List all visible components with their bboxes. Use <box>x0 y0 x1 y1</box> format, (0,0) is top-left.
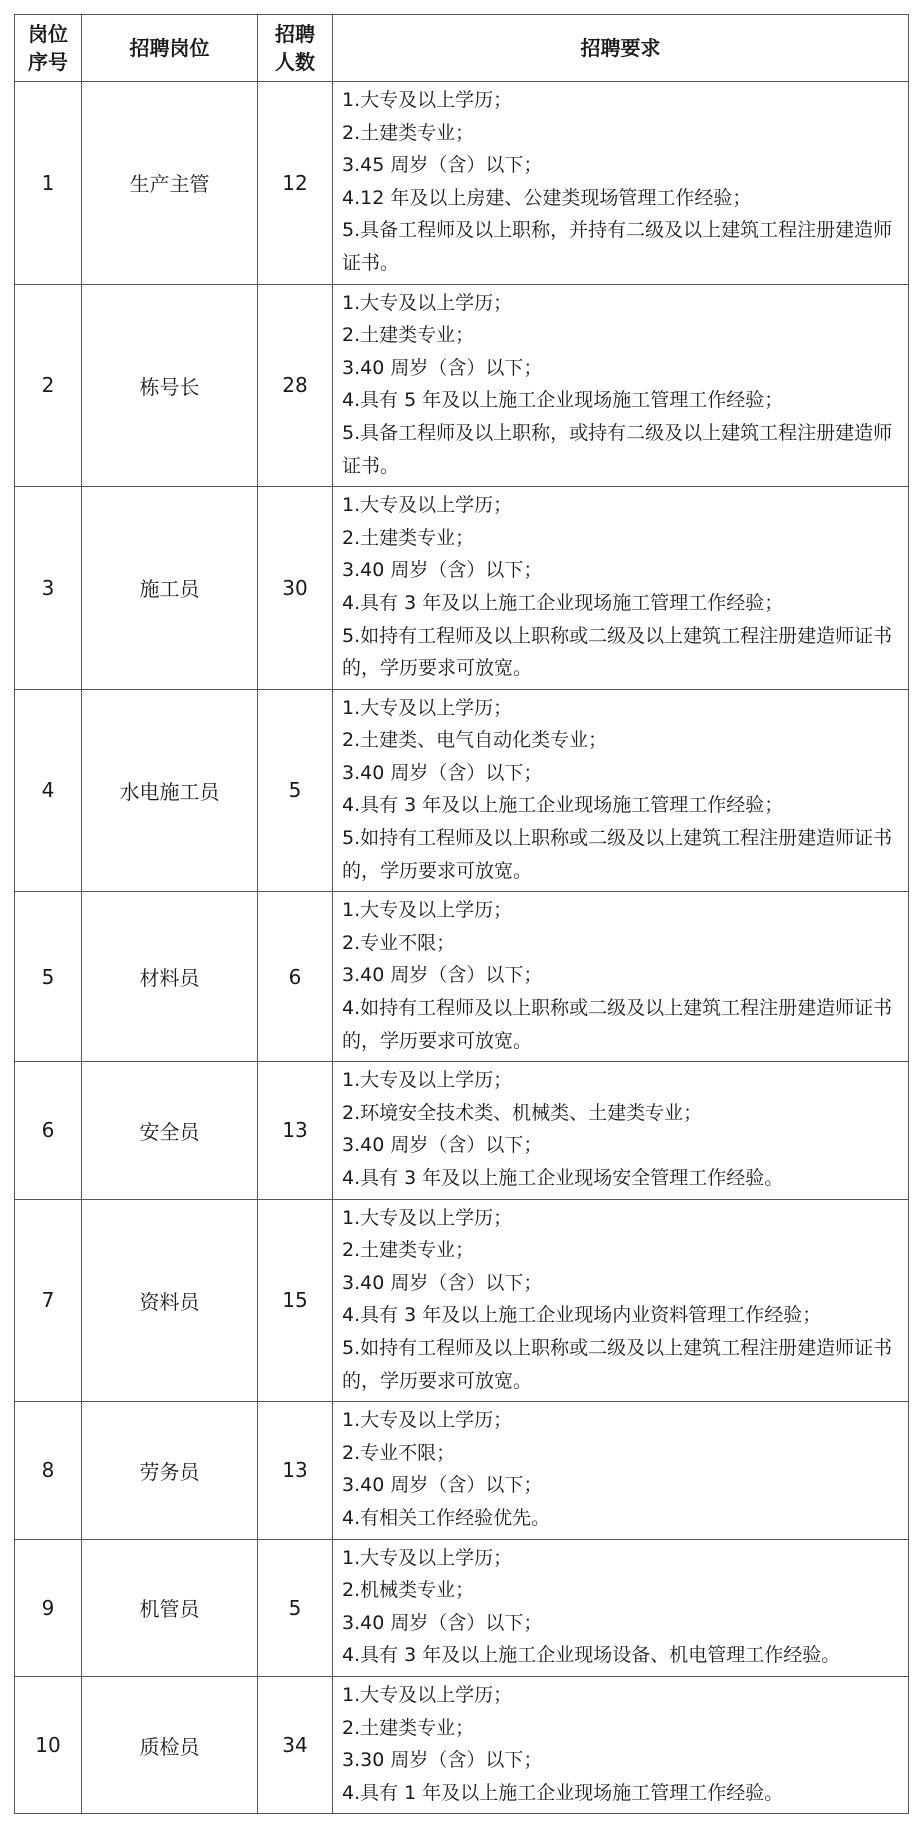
requirement-item: 3.40 周岁（含）以下； <box>342 1474 543 1497</box>
header-headcount-line-2: 人数 <box>275 50 315 74</box>
requirement-item: 5.如持有工程师及以上职称或二级及以上建筑工程注册建造师证书的，学历要求可放宽。 <box>342 1336 893 1392</box>
position-title: 资料员 <box>82 1199 258 1402</box>
table-row <box>15 487 909 690</box>
requirements-cell <box>333 892 909 1062</box>
requirement-item: 2.土建类专业； <box>342 1239 475 1262</box>
requirement-item: 1.大专及以上学历； <box>342 1409 513 1432</box>
headcount: 5 <box>258 1539 333 1676</box>
requirement-item: 2.环境安全技术类、机械类、土建类专业； <box>342 1101 703 1124</box>
requirement-item: 5.如持有工程师及以上职称或二级及以上建筑工程注册建造师证书的，学历要求可放宽。 <box>342 827 893 882</box>
requirements-cell <box>333 82 909 285</box>
table-row <box>15 284 909 487</box>
headcount: 30 <box>258 487 333 690</box>
headcount: 12 <box>258 82 333 285</box>
position-number: 9 <box>15 1539 82 1676</box>
requirement-item: 3.40 周岁（含）以下； <box>342 559 543 582</box>
requirement-item: 2.机械类专业； <box>342 1579 475 1602</box>
headcount: 5 <box>258 689 333 892</box>
requirement-item: 5.如持有工程师及以上职称或二级及以上建筑工程注册建造师证书的，学历要求可放宽。 <box>342 624 893 680</box>
requirement-item: 3.45 周岁（含）以下； <box>342 154 543 177</box>
requirement-item: 2.专业不限； <box>342 931 456 954</box>
requirement-item: 4.具有 3 年及以上施工企业现场内业资料管理工作经验； <box>342 1304 822 1327</box>
requirement-item: 1.大专及以上学历； <box>342 1069 513 1092</box>
requirement-item: 5.具备工程师及以上职称，并持有二级及以上建筑工程注册建造师证书。 <box>342 219 893 274</box>
position-title: 机管员 <box>82 1539 258 1676</box>
requirement-item: 1.大专及以上学历； <box>342 1683 513 1706</box>
requirement-item: 3.30 周岁（含）以下； <box>342 1749 543 1772</box>
requirement-item: 4.具有 3 年及以上施工企业现场施工管理工作经验； <box>342 591 784 614</box>
position-title: 材料员 <box>82 892 258 1062</box>
table-row <box>15 1402 909 1539</box>
requirements-cell <box>333 487 909 690</box>
position-number: 1 <box>15 82 82 285</box>
table-header <box>15 15 909 82</box>
requirement-item: 1.大专及以上学历； <box>342 291 513 314</box>
requirement-item: 2.土建类、电气自动化类专业； <box>342 729 608 752</box>
headcount: 15 <box>258 1199 333 1402</box>
header-requirements: 招聘要求 <box>333 15 909 82</box>
table-row <box>15 1676 909 1813</box>
header-position-title: 招聘岗位 <box>82 15 258 82</box>
requirements-cell <box>333 1539 909 1676</box>
headcount: 28 <box>258 284 333 487</box>
requirement-item: 2.土建类专业； <box>342 1716 475 1739</box>
table-row <box>15 1199 909 1402</box>
requirement-item: 3.40 周岁（含）以下； <box>342 1134 543 1157</box>
requirements-cell <box>333 1402 909 1539</box>
requirement-item: 4.具有 3 年及以上施工企业现场施工管理工作经验； <box>342 794 784 817</box>
requirements-cell <box>333 689 909 892</box>
table-row <box>15 1062 909 1199</box>
position-number: 2 <box>15 284 82 487</box>
requirements-cell <box>333 1199 909 1402</box>
table-row <box>15 1539 909 1676</box>
header-headcount <box>258 15 333 82</box>
requirement-item: 4.有相关工作经验优先。 <box>342 1506 551 1529</box>
header-position-number-line-1: 岗位 <box>28 22 68 46</box>
requirement-item: 2.土建类专业； <box>342 121 475 144</box>
requirement-item: 1.大专及以上学历； <box>342 899 513 922</box>
requirements-cell <box>333 1062 909 1199</box>
position-title: 生产主管 <box>82 82 258 285</box>
position-title: 劳务员 <box>82 1402 258 1539</box>
position-number: 5 <box>15 892 82 1062</box>
requirement-item: 2.土建类专业； <box>342 526 475 549</box>
requirement-item: 4.具有 3 年及以上施工企业现场设备、机电管理工作经验。 <box>342 1644 841 1667</box>
requirement-item: 5.具备工程师及以上职称，或持有二级及以上建筑工程注册建造师证书。 <box>342 421 893 477</box>
requirement-item: 1.大专及以上学历； <box>342 89 513 111</box>
requirement-item: 4.具有 5 年及以上施工企业现场施工管理工作经验； <box>342 389 784 412</box>
requirement-item: 1.大专及以上学历； <box>342 494 513 517</box>
requirement-item: 3.40 周岁（含）以下； <box>342 1611 543 1634</box>
header-position-number <box>15 15 82 82</box>
headcount: 6 <box>258 892 333 1062</box>
position-number: 10 <box>15 1676 82 1813</box>
recruitment-table <box>14 14 909 1814</box>
requirement-item: 2.专业不限； <box>342 1441 456 1464</box>
requirement-item: 4.具有 1 年及以上施工企业现场施工管理工作经验。 <box>342 1781 784 1804</box>
header-headcount-line-1: 招聘 <box>275 22 315 46</box>
requirement-item: 1.大专及以上学历； <box>342 696 513 719</box>
requirement-item: 2.土建类专业； <box>342 324 475 347</box>
requirement-item: 3.40 周岁（含）以下； <box>342 356 543 379</box>
requirement-item: 4.具有 3 年及以上施工企业现场安全管理工作经验。 <box>342 1167 784 1189</box>
position-title: 质检员 <box>82 1676 258 1813</box>
requirement-item: 1.大专及以上学历； <box>342 1206 513 1229</box>
position-number: 6 <box>15 1062 82 1199</box>
position-title: 施工员 <box>82 487 258 690</box>
requirement-item: 1.大专及以上学历； <box>342 1546 513 1569</box>
header-row <box>15 15 909 82</box>
requirement-item: 3.40 周岁（含）以下； <box>342 964 543 987</box>
requirement-item: 4.12 年及以上房建、公建类现场管理工作经验； <box>342 186 752 209</box>
position-number: 8 <box>15 1402 82 1539</box>
table-row <box>15 689 909 892</box>
requirements-cell <box>333 1676 909 1813</box>
headcount: 34 <box>258 1676 333 1813</box>
table-body <box>15 82 909 1814</box>
requirement-item: 3.40 周岁（含）以下； <box>342 1271 543 1294</box>
position-title: 栋号长 <box>82 284 258 487</box>
position-number: 7 <box>15 1199 82 1402</box>
requirement-item: 4.如持有工程师及以上职称或二级及以上建筑工程注册建造师证书的，学历要求可放宽。 <box>342 997 893 1052</box>
table-row <box>15 82 909 285</box>
position-number: 3 <box>15 487 82 690</box>
header-position-number-line-2: 序号 <box>28 50 68 74</box>
table-row <box>15 892 909 1062</box>
requirement-item: 3.40 周岁（含）以下； <box>342 761 543 784</box>
position-number: 4 <box>15 689 82 892</box>
headcount: 13 <box>258 1402 333 1539</box>
position-title: 水电施工员 <box>82 689 258 892</box>
headcount: 13 <box>258 1062 333 1199</box>
position-title: 安全员 <box>82 1062 258 1199</box>
requirements-cell <box>333 284 909 487</box>
